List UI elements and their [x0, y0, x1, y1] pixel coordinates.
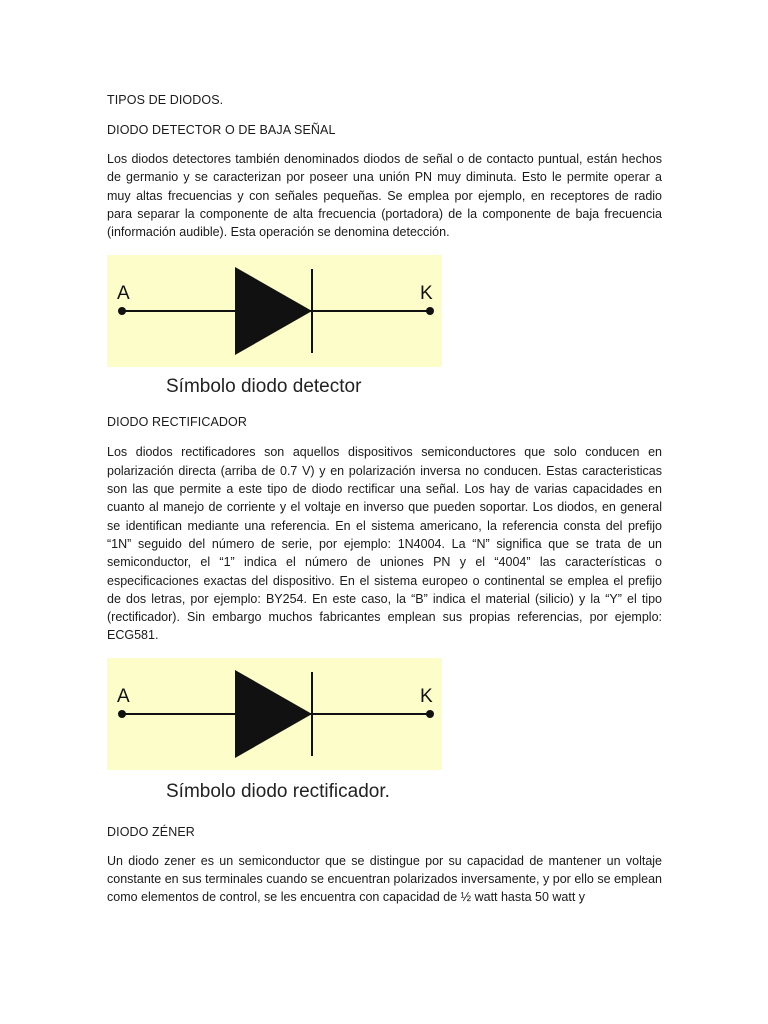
diode-rectifier-figure	[107, 658, 442, 770]
diode-detector-figure	[107, 255, 442, 367]
cathode-label: K	[420, 685, 433, 707]
document-page	[107, 92, 662, 907]
figure-caption-rectifier: Símbolo diodo rectificador.	[166, 780, 390, 802]
diode-detector-symbol	[107, 255, 442, 367]
figure-caption-detector: Símbolo diodo detector	[166, 376, 362, 398]
paragraph-zener: Un diodo zener es un semiconductor que se distingue por su capacidad de mantener un voltaje constante en sus terminales cuando se encuentran polarizados inversamente, y por ello se emplean como elementos de control, se les encuentra con capacidad de ½ watt hasta 50 watt y	[107, 853, 662, 905]
diode-rectifier-symbol	[107, 658, 442, 770]
section-heading-rectifier: DIODO RECTIFICADOR	[107, 415, 247, 430]
document-title: TIPOS DE DIODOS.	[107, 93, 224, 107]
section-heading-zener: DIODO ZÉNER	[107, 824, 195, 839]
section-heading-detector: DIODO DETECTOR O DE BAJA SEÑAL	[107, 123, 336, 137]
anode-label: A	[117, 283, 130, 305]
paragraph-detector: Los diodos detectores también denominados diodos de señal o de contacto puntual, están hechos de germanio y se caracterizan por poseer una unión PN muy diminuta. Esto le permite operar a muy altas frecuencias y con señales pequeñas. Se emplea por ejemplo, en receptores de radio para separar la componente de alta frecuencia (portadora) de la componente de baja frecuencia (información audible). Esta operación se denomina detección.	[107, 152, 662, 240]
anode-label: A	[117, 685, 130, 707]
paragraph-rectifier: Los diodos rectificadores son aquellos dispositivos semiconductores que solo conducen en polarización directa (arriba de 0.7 V) y en polarización inversa no conducen. Estas caracteristicas son las que permite a este tipo de diodo rectificar una señal. Los hay de varias capacidades en cuanto al manejo de corriente y el voltaje en inverso que pueden soportar. Los diodos, en general se identifican mediante una referencia. En el sistema americano, la referencia consta del prefijo “1N” seguido del número de serie, por ejemplo: 1N4004. La “N” significa que se trata de un semiconductor, el “1” indica el número de uniones PN y el “4004” las características o especificaciones exactas del dispositivo. En el sistema europeo o continental se emplea el prefijo de dos letras, por ejemplo: BY254. En este caso, la “B” indica el material (silicio) y la “Y” el tipo (rectificador). Sin embargo muchos fabricantes emplean sus propias referencias, por ejemplo: ECG581.	[107, 445, 662, 643]
cathode-label: K	[420, 283, 433, 305]
